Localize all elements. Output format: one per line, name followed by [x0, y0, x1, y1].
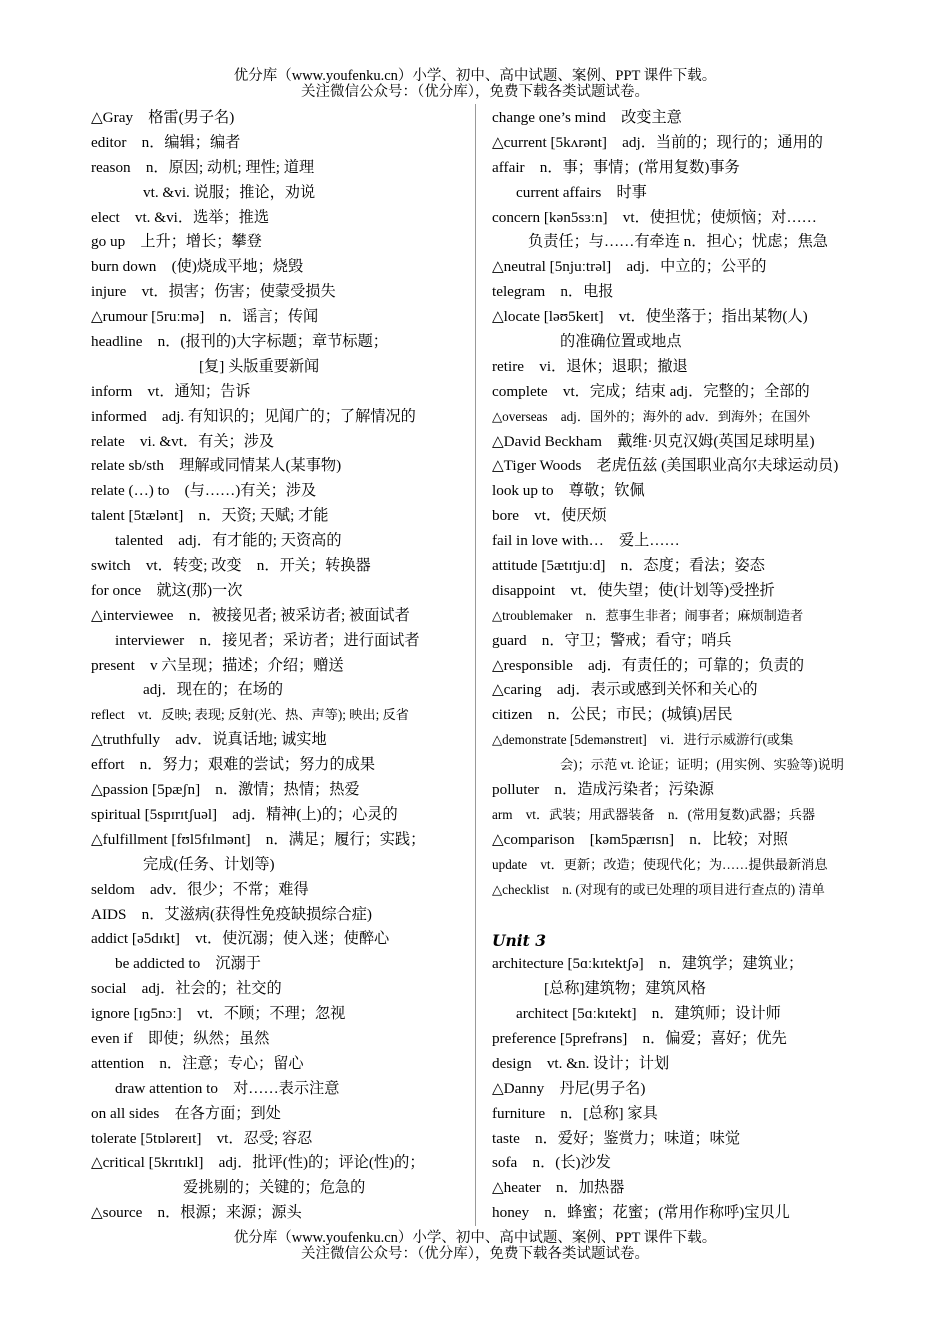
entry-taste: taste n．爱好；鉴赏力；味道；味觉 [492, 1129, 741, 1147]
header-line-2: 关注微信公众号：（优分库），免费下载各类试题试卷。 [301, 84, 649, 100]
entry-sofa: sofa n．(长)沙发 [492, 1154, 611, 1172]
entry-current: △current [5kʌrənt] adj．当前的；现行的；通用的 [492, 133, 823, 151]
entry-reason: reason n．原因; 动机; 理性; 道理 [91, 158, 315, 176]
entry-guard: guard n．守卫；警戒；看守；哨兵 [492, 631, 732, 649]
entry-on-all-sides: on all sides 在各方面；到处 [91, 1104, 281, 1122]
entry-elect: elect vt. &vi．选举；推选 [91, 208, 270, 226]
entry-relate-to: relate (…) to (与……)有关；涉及 [91, 482, 317, 500]
header-line-1: 优分库（www.youfenku.cn）小学、初中、高中试题、案例、PPT 课件下载。 [233, 68, 717, 84]
entry-go-up: go up 上升；增长；攀登 [91, 233, 262, 251]
entry-troublemaker: △troublemaker n．惹事生非者；闹事者；麻烦制造者 [492, 607, 804, 623]
entry-social: social adj．社会的；社交的 [91, 980, 282, 998]
entry-locate: △locate [ləʊ5keɪt] vt．使坐落于；指出某物(人) [492, 308, 808, 326]
entry-affair: affair n．事；事情；(常用复数)事务 [492, 158, 740, 176]
right-column [492, 106, 872, 1226]
entry-fail-in-love: fail in love with… 爱上…… [492, 532, 680, 550]
entry-design: design vt. &n. 设计；计划 [492, 1054, 670, 1072]
entry-present-cont: adj．现在的；在场的 [143, 681, 284, 699]
entry-preference: preference [5prefrəns] n．偏爱；喜好；优先 [492, 1029, 787, 1047]
entry-architecture-cont: [总称]建筑物；建筑风格 [544, 980, 706, 998]
page-header [0, 68, 950, 100]
entry-critical-cont: 爱挑剔的；关键的；危急的 [183, 1179, 366, 1197]
entry-headline: headline n．(报刊的)大字标题；章节标题； [91, 333, 388, 351]
entry-reason-cont: vt. &vi. 说服；推论，劝说 [143, 183, 316, 201]
entry-reflect: reflect vt．反映; 表现; 反射(光、热、声等); 映出; 反省 [91, 707, 409, 723]
page-footer [0, 1230, 950, 1262]
entry-arm: arm vt．武装；用武器装备 n．(常用复数)武器；兵器 [492, 806, 816, 822]
entry-furniture: furniture n．[总称] 家具 [492, 1104, 658, 1122]
column-divider [475, 104, 476, 1226]
entry-fulfillment: △fulfillment [fʊl5fɪlmənt] n．满足；履行；实践； [91, 830, 426, 848]
entry-fulfillment-cont: 完成(任务、计划等) [143, 855, 275, 873]
entry-current-affairs: current affairs 时事 [516, 183, 647, 201]
entry-passion: △passion [5pæʃn] n．激情；热情；热爱 [91, 781, 360, 799]
entry-talented: talented adj．有才能的; 天资高的 [115, 532, 342, 550]
entry-caring: △caring adj．表示或感到关怀和关心的 [492, 681, 758, 699]
entry-heater: △heater n．加热器 [492, 1179, 625, 1197]
left-column [91, 106, 469, 1226]
entry-david-beckham: △David Beckham 戴维·贝克汉姆(英国足球明星) [492, 432, 815, 450]
entry-headline-cont: [复] 头版重要新闻 [199, 357, 320, 375]
entry-rumour: △rumour [5ruːmə] n．谣言；传闻 [91, 308, 319, 326]
entry-interviewee: △interviewee n．被接见者; 被采访者; 被面试者 [91, 606, 410, 624]
entry-burn-down: burn down (使)烧成平地；烧毁 [91, 258, 304, 276]
entry-overseas: △overseas adj．国外的；海外的 adv．到海外；在国外 [492, 408, 811, 424]
entry-editor: editor n．编辑；编者 [91, 133, 241, 151]
entry-architecture: architecture [5ɑːkɪtektʃə] n．建筑学；建筑业； [492, 955, 804, 973]
entry-concern-cont: 负责任；与……有牵连 n．担心；忧虑；焦急 [528, 233, 828, 251]
entry-source: △source n．根源；来源；源头 [91, 1204, 302, 1222]
entry-complete: complete vt．完成；结束 adj．完整的；全部的 [492, 382, 810, 400]
spacer [492, 903, 872, 928]
entry-ignore: ignore [ɪɡ5nɔː] vt．不顾；不理；忽视 [91, 1005, 346, 1023]
entry-effort: effort n．努力；艰难的尝试；努力的成果 [91, 756, 376, 774]
entry-for-once: for once 就这(那)一次 [91, 581, 243, 599]
entry-interviewer: interviewer n．接见者；采访者；进行面试者 [115, 631, 420, 649]
entry-comparison: △comparison [kəm5pærɪsn] n．比较；对照 [492, 830, 788, 848]
entry-inform: inform vt．通知；告诉 [91, 382, 251, 400]
entry-retire: retire vi．退休；退职；撤退 [492, 357, 688, 375]
entry-talent: talent [5tælənt] n．天资; 天赋; 才能 [91, 507, 329, 525]
entry-disappoint: disappoint vt．使失望；使(计划等)受挫折 [492, 581, 775, 599]
unit-heading: Unit 3 [492, 931, 547, 951]
entry-checklist: △checklist n. (对现有的或已处理的项目进行查点的) 清单 [492, 881, 825, 897]
entry-be-addicted-to: be addicted to 沉溺于 [115, 955, 261, 973]
footer-line-1: 优分库（www.youfenku.cn）小学、初中、高中试题、案例、PPT 课件下载。 [233, 1230, 717, 1246]
entry-relate: relate vi. &vt．有关；涉及 [91, 432, 275, 450]
entry-polluter: polluter n．造成污染者；污染源 [492, 781, 714, 799]
entry-demonstrate-cont: 会)；示范 vt. 论证；证明；(用实例、实验等)说明 [560, 757, 844, 773]
entry-relate-sb: relate sb/sth 理解或同情某人(某事物) [91, 457, 342, 475]
entry-bore: bore vt．使厌烦 [492, 507, 607, 525]
entry-aids: AIDS n．艾滋病(获得性免疫缺损综合症) [91, 905, 372, 923]
entry-truthfully: △truthfully adv．说真话地; 诚实地 [91, 731, 327, 749]
entry-change-mind: change one’s mind 改变主意 [492, 109, 682, 126]
entry-attitude: attitude [5ætɪtjuːd] n．态度；看法；姿态 [492, 557, 765, 575]
entry-responsible: △responsible adj．有责任的；可靠的；负责的 [492, 656, 805, 674]
entry-draw-attention-to: draw attention to 对……表示注意 [115, 1079, 340, 1097]
entry-informed: informed adj. 有知识的；见闻广的；了解情况的 [91, 407, 416, 425]
entry-injure: injure vt．损害；伤害；使蒙受损失 [91, 283, 336, 301]
entry-honey: honey n．蜂蜜；花蜜；(常用作称呼)宝贝儿 [492, 1204, 790, 1222]
entry-spiritual: spiritual [5spɪrɪtʃuəl] adj．精神(上)的；心灵的 [91, 805, 398, 823]
entry-tolerate: tolerate [5tɒləreɪt] vt．忍受; 容忍 [91, 1129, 313, 1147]
entry-citizen: citizen n．公民；市民；(城镇)居民 [492, 706, 733, 724]
entry-even-if: even if 即使；纵然；虽然 [91, 1029, 270, 1047]
entry-tiger-woods: △Tiger Woods 老虎伍兹 (美国职业高尔夫球运动员) [492, 457, 839, 475]
entry-architect: architect [5ɑːkɪtekt] n．建筑师；设计师 [516, 1005, 781, 1023]
entry-addict: addict [ə5dɪkt] vt．使沉溺；使入迷；使醉心 [91, 930, 390, 948]
entry-critical: △critical [5krɪtɪkl] adj．批评(性)的；评论(性)的； [91, 1154, 425, 1172]
entry-locate-cont: 的准确位置或地点 [560, 333, 682, 351]
entry-danny: △Danny 丹尼(男子名) [492, 1079, 646, 1097]
entry-present: present v 六呈现；描述；介绍；赠送 [91, 656, 344, 674]
entry-neutral: △neutral [5njuːtrəl] adj．中立的；公平的 [492, 258, 767, 276]
entry-update: update vt．更新；改造；使现代化；为……提供最新消息 [492, 856, 828, 872]
entry-concern: concern [kən5sɜːn] vt．使担忧；使烦恼；对…… [492, 208, 817, 226]
entry-look-up-to: look up to 尊敬；钦佩 [492, 482, 645, 500]
entry-attention: attention n．注意；专心；留心 [91, 1054, 304, 1072]
entry-gray: △Gray 格雷(男子名) [91, 109, 235, 126]
footer-line-2: 关注微信公众号：（优分库），免费下载各类试题试卷。 [301, 1246, 649, 1262]
entry-telegram: telegram n．电报 [492, 283, 614, 301]
entry-demonstrate: △demonstrate [5demənstreɪt] vi．进行示威游行(或集 [492, 732, 794, 748]
entry-switch: switch vt．转变; 改变 n．开关；转换器 [91, 557, 371, 575]
entry-seldom: seldom adv．很少；不常；难得 [91, 880, 309, 898]
